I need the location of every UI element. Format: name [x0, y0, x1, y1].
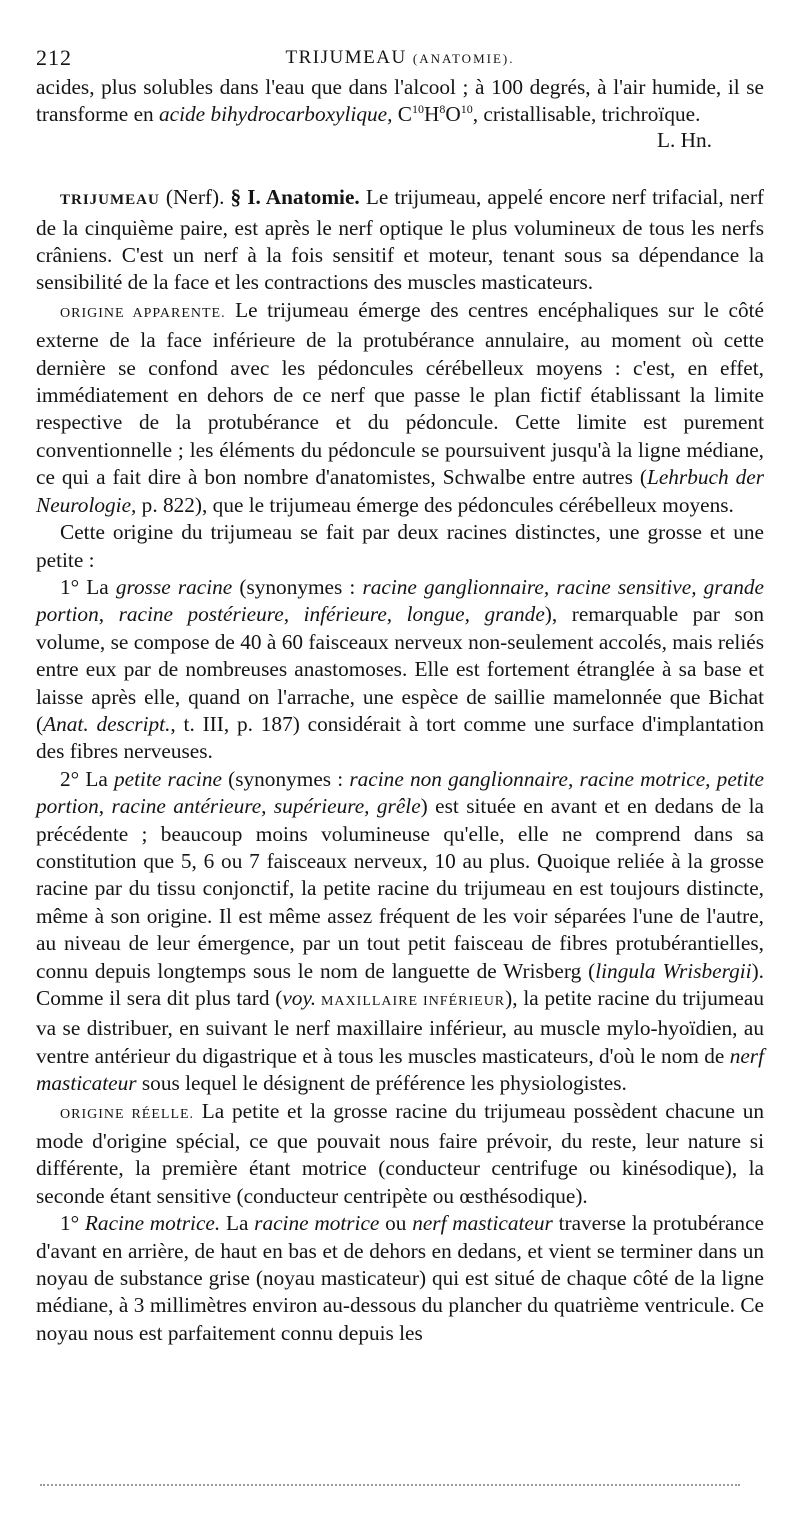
italic-term: petite racine — [114, 766, 222, 791]
italic-term: nerf masticateur — [36, 1043, 764, 1096]
text-span: La — [220, 1211, 255, 1236]
running-head-title: TRIJUMEAU — [285, 47, 407, 68]
italic-heading: Racine motrice. — [79, 1211, 221, 1236]
petite-racine-paragraph — [36, 766, 764, 1098]
formula-subscript: 10 — [460, 102, 473, 117]
formula-part: C — [392, 102, 412, 127]
text-span: ). Comme il sera dit plus tard ( — [36, 958, 764, 1010]
author-signature: L. Hn. — [656, 127, 712, 152]
italic-term: lingula Wrisbergii — [595, 958, 752, 983]
text-span: acides, plus solubles dans l'eau que dans l'alcool ; à 100 degrés, à l'air humide, il se transforme en — [36, 75, 764, 127]
text-span: La petite et la grosse racine du trijumeau possèdent chacune un mode d'origine spécial, ce que pouvait nous faire prévoir, du reste, leur nature si différente, la première étant motrice (conducteur centrifuge ou kinésodique), la seconde étant sensitive (conducteur centripète ou œsthésodique). — [36, 1098, 764, 1208]
text-span: p. 822), que le trijumeau émerge des pédoncules cérébelleux moyens. — [136, 492, 734, 517]
text-span: La — [79, 574, 116, 599]
subsection-label: ORIGINE RÉELLE. — [60, 1106, 195, 1122]
italic-term: racine motrice — [254, 1211, 380, 1236]
formula-part: O — [445, 102, 461, 127]
previous-entry-ending — [36, 74, 764, 129]
text-span: Le trijumeau, appelé encore nerf trifacial, nerf de la cinquième paire, est après le nerf optique le plus volumineux de tous les nerfs crâniens. C'est un nerf à la fois sensitif et moteur, tenant sous sa dépendance la sensibilité de la face et les contractions des muscles masticateurs. — [36, 185, 765, 295]
origine-apparente-paragraph — [36, 297, 764, 519]
text-span: ), la petite racine du trijumeau va se distribuer, en suivant le nerf maxillaire inférieur, au muscle mylo-hyoïdien, au ventre antérieur du digastrique et à tous les muscles masticateurs, d'où le nom de — [36, 986, 764, 1068]
running-head-section: (ANATOMIE). — [412, 51, 515, 66]
item-number: 1° — [60, 1211, 80, 1236]
deux-racines-paragraph: Cette origine du trijumeau se fait par deux racines distinctes, une grosse et une petite : — [36, 520, 764, 572]
grosse-racine-paragraph — [36, 574, 764, 766]
page-number: 212 — [36, 45, 72, 70]
item-number: 2° — [60, 766, 80, 791]
page-header — [36, 40, 764, 74]
text-span: , t. III, p. 187) considérait à tort comme une surface d'implantation des fibres nerveuses. — [36, 711, 764, 764]
entry-intro-paragraph — [36, 184, 764, 297]
cross-reference: MAXILLAIRE INFÉRIEUR — [316, 994, 506, 1009]
text-span: (synonymes : — [232, 574, 363, 599]
text-span: ), remarquable par son volume, se compose de 40 à 60 faisceaux nerveux non-seulement accolés, mais reliés entre eux par de nombreuses anastomoses. Elle est fortement étranglée à sa base et laisse après elle, quand on l'arrache, une espèce de saillie mamelonnée que Bichat ( — [36, 602, 764, 736]
formula-subscript: 8 — [439, 102, 446, 117]
scan-bottom-rule — [40, 1484, 740, 1486]
italic-term: grosse racine — [115, 574, 233, 599]
italic-citation: Anat. descript. — [43, 711, 171, 736]
text-span: ) est située en avant et en dedans de la précédente ; beaucoup moins volumineuse qu'elle, elle ne comprend dans sa constitution que 5, 6 ou 7 faisceaux nerveux, 10 au plus. Quoique reliée à la grosse racine par du tissu conjonctif, la petite racine du trijumeau en est toujours distincte, même à son origine. Il est même assez fréquent de les voir séparées l'une de l'autre, au niveau de leur émergence, par un tout petit faisceau de fibres protubérantielles, connu depuis longtemps sous le nom de languette de Wrisberg ( — [36, 794, 764, 983]
text-span: , cristallisable, trichroïque. — [472, 102, 701, 127]
section-heading: § I. Anatomie. — [224, 185, 360, 210]
running-head — [36, 44, 764, 72]
text-span: traverse la protubérance d'avant en arrière, de haut en bas et de dehors en dedans, et vient se terminer dans un noyau de substance grise (noyau masticateur) qui est situé de chaque côté de la ligne médiane, à 3 millimètres environ au-dessous du plancher du quatrième ventricule. Ce noyau nous est parfaitement connu depuis les — [36, 1211, 764, 1345]
text-span: Le trijumeau émerge des centres encéphaliques sur le côté externe de la face inférieure de la protubérance annulaire, au moment où cette dernière se confond avec les pédoncules cérébelleux moyens : c'est, en effet, immédiatement en dehors de ce nerf que passe le plan fictif établissant la limite respective de la protubérance et du pédoncule. Cette limite est purement conventionnelle ; les éléments du pédoncule se poursuivent jusqu'à la ligne médiane, ce qui a fait dire à bon nombre d'anatomistes, Schwalbe entre autres ( — [36, 297, 764, 490]
text-span: (synonymes : — [221, 766, 350, 791]
entry-subtitle: (Nerf). — [159, 185, 225, 210]
entry-headword: TRIJUMEAU — [60, 192, 160, 209]
racine-motrice-paragraph — [36, 1210, 764, 1347]
italic-synonyms: racine non ganglionnaire, racine motrice, petite portion, racine antérieure, supérieure, grêle — [36, 766, 764, 819]
text-span: ou — [379, 1211, 413, 1236]
italic-abbrev: voy. — [282, 986, 317, 1010]
item-number: 1° — [60, 574, 80, 599]
italic-term: nerf masticateur — [412, 1211, 553, 1236]
formula-subscript: 10 — [411, 102, 424, 117]
italic-citation: Lehrbuch der Neurologie, — [36, 465, 764, 517]
origine-reelle-paragraph — [36, 1098, 764, 1211]
text-span: sous lequel le désignent de préférence les physiologistes. — [136, 1071, 627, 1096]
formula-part: H — [423, 102, 440, 127]
italic-synonyms: racine ganglionnaire, racine sensitive, grande portion, racine postérieure, inférieure, longue, grande — [36, 574, 764, 627]
text-span: La — [79, 766, 115, 791]
entry-spacer — [36, 154, 764, 184]
italic-term: acide bihydrocarboxylique, — [159, 102, 393, 127]
subsection-label: ORIGINE APPARENTE. — [60, 305, 226, 321]
